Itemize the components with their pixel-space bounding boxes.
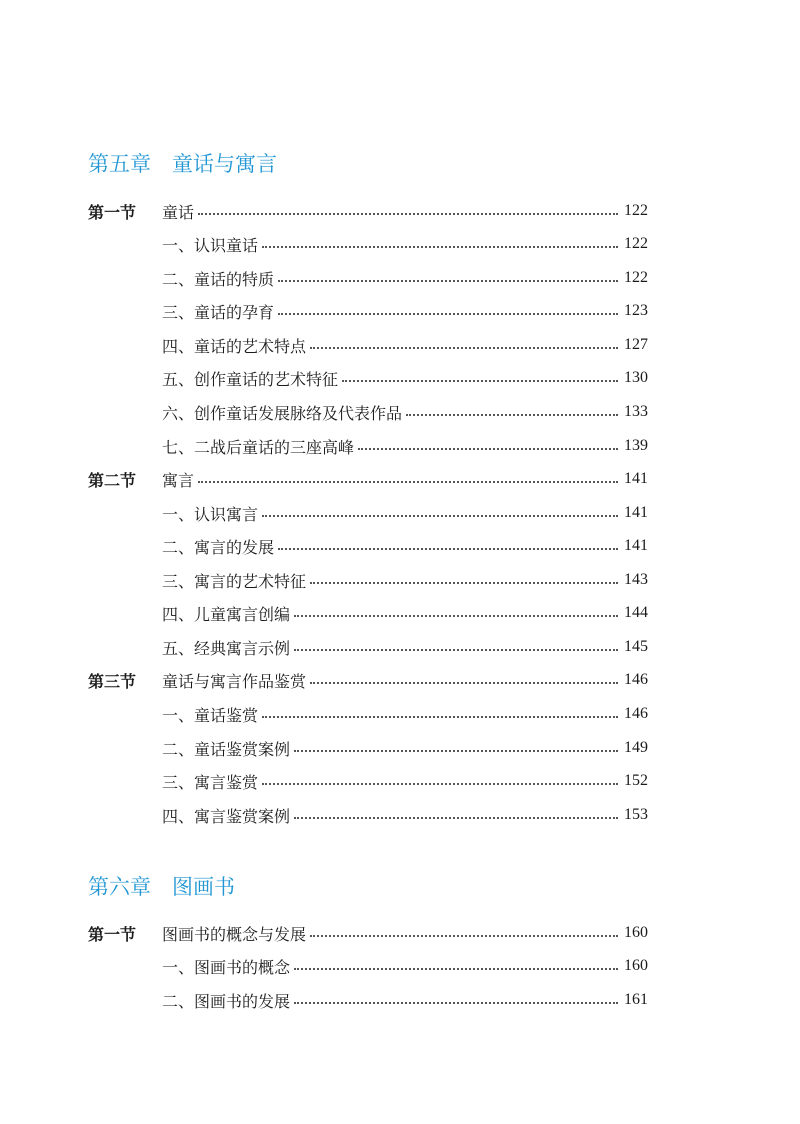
item-title: 一、认识童话 (162, 235, 259, 255)
page-number: 122 (624, 202, 648, 219)
section-title: 童话 (162, 202, 195, 222)
page-number: 141 (624, 504, 648, 521)
section-title: 童话与寓言作品鉴赏 (162, 671, 307, 691)
dot-leader (198, 213, 618, 215)
item-title: 一、图画书的概念 (162, 957, 291, 977)
page-number: 149 (624, 739, 648, 756)
toc-item-entry[interactable] (162, 534, 648, 558)
item-title: 三、寓言的艺术特征 (162, 571, 307, 591)
dot-leader (278, 548, 618, 550)
dot-leader (358, 448, 618, 450)
dot-leader (294, 615, 618, 617)
dot-leader (262, 783, 618, 785)
dot-leader (278, 313, 618, 315)
toc-item-entry[interactable] (162, 434, 648, 458)
dot-leader (310, 935, 618, 937)
toc-item-entry[interactable] (162, 954, 648, 978)
toc-section-entry[interactable] (88, 467, 648, 491)
toc-section-entry[interactable] (88, 668, 648, 692)
dot-leader (262, 515, 618, 517)
toc-item-entry[interactable] (162, 803, 648, 827)
dot-leader (294, 1002, 618, 1004)
section-number: 第一节 (88, 202, 137, 222)
dot-leader (262, 716, 618, 718)
dot-leader (198, 481, 618, 483)
page-number: 141 (624, 537, 648, 554)
page-number: 122 (624, 269, 648, 286)
toc-item-entry[interactable] (162, 366, 648, 390)
page-number: 152 (624, 772, 648, 789)
page-number: 160 (624, 924, 648, 941)
toc-section-entry[interactable] (88, 199, 648, 223)
section-title: 寓言 (162, 470, 195, 490)
page-number: 143 (624, 571, 648, 588)
page-number: 146 (624, 705, 648, 722)
dot-leader (262, 246, 618, 248)
item-title: 五、创作童话的艺术特征 (162, 369, 339, 389)
item-title: 三、寓言鉴赏 (162, 772, 259, 792)
item-title: 一、童话鉴赏 (162, 705, 259, 725)
chapter-heading: 第五章 童话与寓言 (88, 152, 277, 176)
toc-item-entry[interactable] (162, 568, 648, 592)
section-title: 图画书的概念与发展 (162, 924, 307, 944)
page-number: 153 (624, 806, 648, 823)
item-title: 四、童话的艺术特点 (162, 336, 307, 356)
toc-item-entry[interactable] (162, 400, 648, 424)
item-title: 五、经典寓言示例 (162, 638, 291, 658)
dot-leader (294, 817, 618, 819)
item-title: 二、童话的特质 (162, 269, 275, 289)
dot-leader (294, 649, 618, 651)
toc-item-entry[interactable] (162, 266, 648, 290)
section-number: 第二节 (88, 470, 137, 490)
toc-item-entry[interactable] (162, 299, 648, 323)
toc-item-entry[interactable] (162, 988, 648, 1012)
page-number: 146 (624, 671, 648, 688)
toc-item-entry[interactable] (162, 232, 648, 256)
toc-item-entry[interactable] (162, 601, 648, 625)
toc-item-entry[interactable] (162, 702, 648, 726)
dot-leader (406, 414, 618, 416)
item-title: 四、儿童寓言创编 (162, 604, 291, 624)
page-number: 144 (624, 604, 648, 621)
item-title: 四、寓言鉴赏案例 (162, 806, 291, 826)
toc-item-entry[interactable] (162, 333, 648, 357)
toc-item-entry[interactable] (162, 635, 648, 659)
dot-leader (310, 682, 618, 684)
item-title: 三、童话的孕育 (162, 302, 275, 322)
toc-item-entry[interactable] (162, 501, 648, 525)
page-number: 141 (624, 470, 648, 487)
dot-leader (342, 380, 618, 382)
item-title: 一、认识寓言 (162, 504, 259, 524)
toc-item-entry[interactable] (162, 736, 648, 760)
page-number: 139 (624, 437, 648, 454)
dot-leader (310, 347, 618, 349)
page-number: 127 (624, 336, 648, 353)
section-number: 第三节 (88, 671, 137, 691)
item-title: 二、童话鉴赏案例 (162, 739, 291, 759)
toc-item-entry[interactable] (162, 769, 648, 793)
page-number: 133 (624, 403, 648, 420)
dot-leader (294, 968, 618, 970)
chapter-heading: 第六章 图画书 (88, 875, 235, 899)
page-number: 160 (624, 957, 648, 974)
item-title: 二、图画书的发展 (162, 991, 291, 1011)
page-number: 130 (624, 369, 648, 386)
page-number: 145 (624, 638, 648, 655)
page-number: 161 (624, 991, 648, 1008)
dot-leader (278, 280, 618, 282)
item-title: 二、寓言的发展 (162, 537, 275, 557)
dot-leader (310, 582, 618, 584)
toc-section-entry[interactable] (88, 921, 648, 945)
section-number: 第一节 (88, 924, 137, 944)
item-title: 七、二战后童话的三座高峰 (162, 437, 355, 457)
page-number: 123 (624, 302, 648, 319)
page-number: 122 (624, 235, 648, 252)
item-title: 六、创作童话发展脉络及代表作品 (162, 403, 403, 423)
dot-leader (294, 750, 618, 752)
